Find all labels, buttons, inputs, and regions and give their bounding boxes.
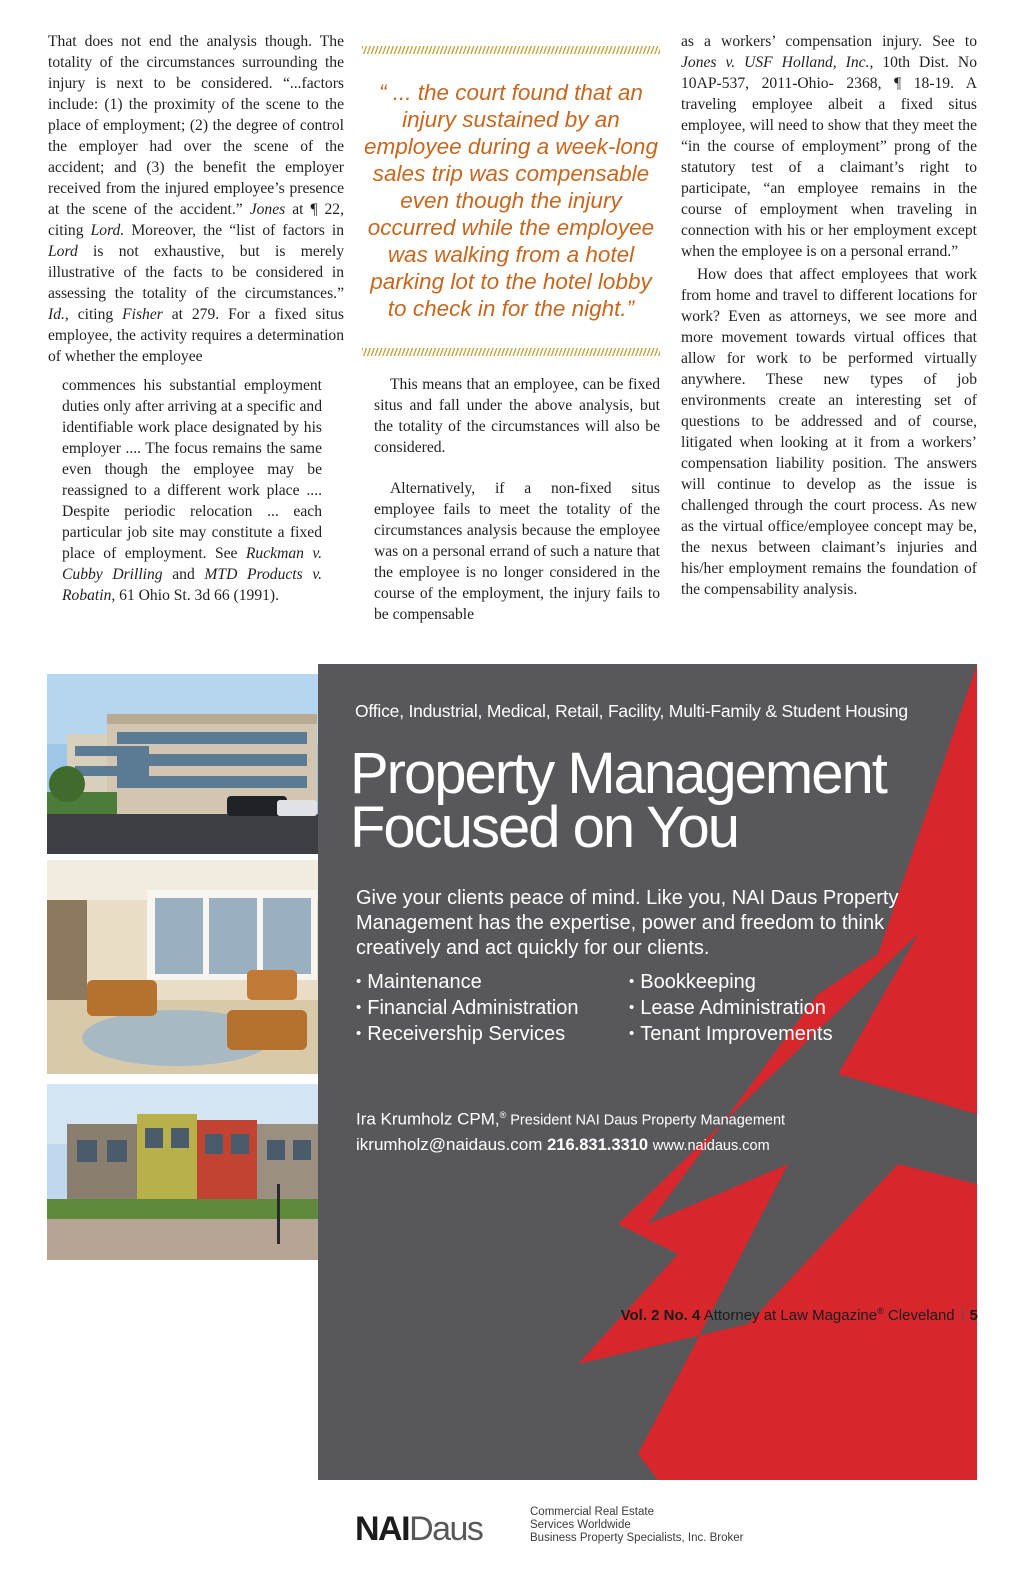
- article-column-middle: [362, 46, 660, 645]
- contact-website[interactable]: www.naidaus.com: [652, 1137, 770, 1154]
- ad-pitch: Give your clients peace of mind. Like you, NAI Daus Property Management has the expertise, power and freedom to think creatively and act quickly for our clients.: [356, 887, 899, 959]
- article-paragraph: That does not end the analysis though. The totality of the circumstances surrounding the injury is next to be considered. “...factors include: (1) the proximity of the scene to the place of employment; (2) the degree of control the employer had over the scene of the accident; and (3) the benefit the employer received from the injured employee’s presence at the scene of the accident.” Jones at ¶ 22, citing Lord. Moreover, the “list of factors in Lord is not exhaustive, but is merely illustrative of the facts to be considered in assessing the totality of the circumstances.” Id., citing Fisher at 279. For a fixed situs employee, the activity requires a determination of whether the employee: [48, 33, 344, 365]
- pull-quote: “ ... the court found that an injury sustained by an employee during a week-long sales trip was compensable even though the injury occurred while the employee was walking from a hotel parking lot to the hotel lobby to check in for the night.”: [364, 80, 658, 321]
- case-citation: Id.: [48, 306, 65, 323]
- logo-nai: NAI: [355, 1510, 410, 1548]
- article-column-left: [48, 31, 344, 606]
- logo-tagline: Commercial Real Estate Services Worldwide Business Property Specialists, Inc. Broker: [530, 1506, 744, 1544]
- article-paragraph: How does that affect employees that work from home and travel to different locations for work? Even as attorneys, we see more and more movement towards virtual offices that allow for work to be performed virtually anywhere. These new types of job environments create an interesting set of questions to be addressed and of course, litigated when looking at it from a workers’ compensation liability position. The answers will continue to develop as the issue is challenged through the court process. As new as the virtual office/employee concept may be, the nexus between claimant’s injuries and his/her employment remains the foundation of the compensability analysis.: [681, 266, 977, 598]
- contact-title: President NAI Daus Property Management: [506, 1112, 786, 1129]
- page-number: 5: [969, 1307, 978, 1324]
- case-citation: Fisher: [122, 306, 163, 323]
- contact-name: Ira Krumholz CPM,: [356, 1109, 500, 1129]
- magazine-name: Attorney at Law Magazine: [700, 1307, 878, 1324]
- advertisement: [47, 664, 977, 1579]
- article-paragraph: This means that an employee, can be fixed situs and fall under the above analysis, but the totality of the circumstances will also be considered.: [374, 376, 660, 456]
- service-item: • Bookkeeping: [629, 970, 833, 996]
- ad-logo-bar: [318, 1480, 977, 1579]
- nai-daus-logo: [355, 1510, 482, 1549]
- services-list-right: [629, 970, 833, 1048]
- service-item: • Financial Administration: [356, 996, 578, 1022]
- block-quote: commences his substantial employment duties only after arriving at a specific and identifiable work place designated by his employer .... The focus remains the same even though the employee may be reassigned to a different work place .... Despite periodic relocation ... each particular job site may constitute a fixed place of employment. See Ruckman v. Cubby Drilling and MTD Products v. Robatin, 61 Ohio St. 3d 66 (1991).: [62, 377, 322, 604]
- city-name: Cleveland: [883, 1307, 955, 1324]
- case-citation: Lord.: [90, 222, 125, 239]
- page-footer: Vol. 2 No. 4 Attorney at Law Magazine® Cleveland 5: [620, 1306, 978, 1324]
- ad-photo-strip: [47, 664, 318, 1579]
- service-item: • Lease Administration: [629, 996, 833, 1022]
- case-citation: Ruckman v. Cubby Drilling: [62, 545, 322, 583]
- ad-contact-block: Ira Krumholz CPM,® President NAI Daus Property Management ikrumholz@naidaus.com 216.831.3310 www.naidaus.com: [356, 1109, 786, 1154]
- office-building-photo: [47, 674, 318, 854]
- lobby-interior-photo: [47, 860, 318, 1074]
- article-paragraph: Alternatively, if a non-fixed situs employee fails to meet the totality of the circumstances analysis because the employee was on a personal errand of such a nature that the employee is no longer considered in the course of the employment, the injury fails to be compensable: [374, 480, 660, 623]
- logo-daus: Daus: [409, 1510, 483, 1548]
- case-citation: MTD Products v. Robatin,: [62, 566, 322, 604]
- contact-phone: 216.831.3310: [547, 1135, 649, 1154]
- contact-email[interactable]: ikrumholz@naidaus.com: [356, 1134, 543, 1154]
- ad-tagline: Office, Industrial, Medical, Retail, Facility, Multi-Family & Student Housing: [355, 701, 908, 721]
- services-list-left: [356, 970, 578, 1048]
- case-citation: Jones: [249, 201, 286, 218]
- service-item: • Maintenance: [356, 970, 578, 996]
- service-item: • Tenant Improvements: [629, 1022, 833, 1048]
- townhouse-photo: [47, 1084, 318, 1260]
- ad-panel: [318, 664, 977, 1480]
- ad-headline: Property Management Focused on You: [350, 741, 886, 860]
- footer-divider: [962, 1307, 963, 1322]
- article-paragraph: as a workers’ compensation injury. See to Jones v. USF Holland, Inc., 10th Dist. No 10AP-537, 2011-Ohio- 2368, ¶ 18-19. A traveling employee albeit a fixed situs employee, will need to show that they meet the “in the course of employment” prong of the statutory test of a claimant’s right to participate, “an employee remains in the course of employment when traveling in connection with his or her employment except when the employee is on a personal errand.”: [681, 33, 977, 260]
- decorative-rule: [362, 46, 660, 54]
- service-item: • Receivership Services: [356, 1022, 578, 1048]
- article-column-right: [681, 31, 977, 600]
- case-citation: Lord: [48, 243, 78, 260]
- issue-label: Vol. 2 No. 4: [620, 1307, 701, 1324]
- decorative-rule: [362, 348, 660, 356]
- case-citation: Jones v. USF Holland, Inc.: [681, 54, 870, 71]
